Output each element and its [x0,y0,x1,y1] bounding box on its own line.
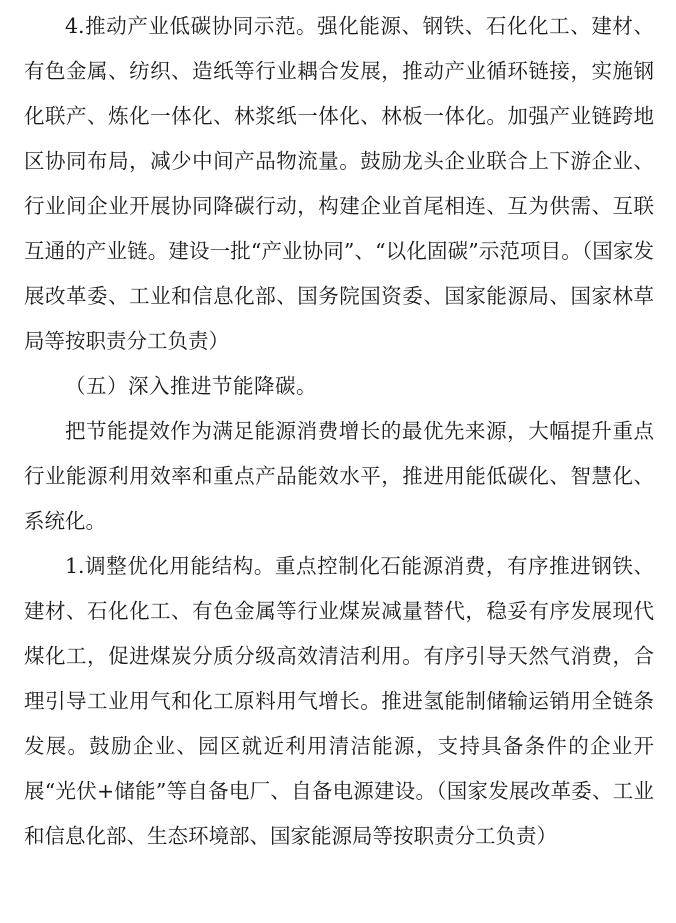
paragraph-industry-low-carbon-demo: 4.推动产业低碳协同示范。强化能源、钢铁、石化化工、建材、有色金属、纺织、造纸等行业耦合发展，推动产业循环链接，实施钢化联产、炼化一体化、林浆纸一体化、林板一体化。加强产业链跨地区协同布局，减少中间产品物流量。鼓励龙头企业联合上下游企业、行业间企业开展协同降碳行动，构建企业首尾相连、互为供需、互联互通的产业链。建设一批“产业协同”、“以化固碳”示范项目。（国家发展改革委、工业和信息化部、国务院国资委、国家能源局、国家林草局等按职责分工负责） [24,14,654,353]
paragraph-optimize-energy-structure: 1.调整优化用能结构。重点控制化石能源消费，有序推进钢铁、建材、石化化工、有色金属等行业煤炭减量替代，稳妥有序发展现代煤化工，促进煤炭分质分级高效清洁利用。有序引导天然气消费，合理引导工业用气和化工原料用气增长。推进氢能制储输运销用全链条发展。鼓励企业、园区就近利用清洁能源，支持具备条件的企业开展“光伏+储能”等自备电厂、自备电源建设。（国家发展改革委、工业和信息化部、生态环境部、国家能源局等按职责分工负责） [24,554,654,848]
section-heading-energy-saving: （五）深入推进节能降碳。 [65,374,317,398]
paragraph-energy-saving-intro: 把节能提效作为满足能源消费增长的最优先来源，大幅提升重点行业能源利用效率和重点产品能效水平，推进用能低碳化、智慧化、系统化。 [24,419,654,533]
